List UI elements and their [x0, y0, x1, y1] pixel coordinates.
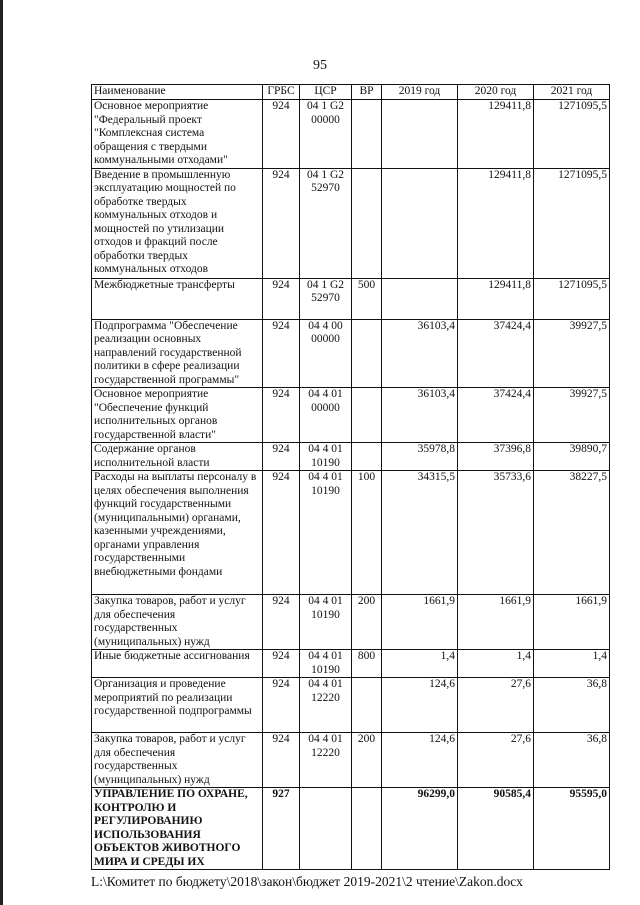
header-vr: ВР: [352, 85, 382, 100]
row-vr: 800: [352, 650, 382, 678]
table-row: [92, 650, 610, 678]
row-2020: 27,6: [458, 733, 534, 788]
row-vr: [352, 443, 382, 471]
row-2020: 37424,4: [458, 388, 534, 443]
table-row: [92, 471, 610, 595]
row-2020: 1,4: [458, 650, 534, 678]
row-2020: 27,6: [458, 678, 534, 733]
row-2019: 36103,4: [382, 388, 458, 443]
row-name: Иные бюджетные ассигнования: [92, 650, 263, 678]
row-2021: 1661,9: [534, 595, 610, 650]
row-2019: 34315,5: [382, 471, 458, 595]
row-grbs: 924: [263, 100, 300, 169]
row-csr: 04 4 01 12220: [300, 678, 352, 733]
row-grbs: 924: [263, 443, 300, 471]
row-2021: 95595,0: [534, 788, 610, 870]
row-2021: 39927,5: [534, 388, 610, 443]
row-grbs: 927: [263, 788, 300, 870]
row-name: Закупка товаров, работ и услуг для обеспечения государственных (муниципальных) нужд: [92, 733, 263, 788]
row-grbs: 924: [263, 471, 300, 595]
row-csr: 04 4 01 12220: [300, 733, 352, 788]
row-name: УПРАВЛЕНИЕ ПО ОХРАНЕ, КОНТРОЛЮ И РЕГУЛИРОВАНИЮ ИСПОЛЬЗОВАНИЯ ОБЪЕКТОВ ЖИВОТНОГО МИРА И СРЕДЫ ИХ: [92, 788, 263, 870]
row-2021: 1271095,5: [534, 100, 610, 169]
header-grbs: ГРБС: [263, 85, 300, 100]
table-row: [92, 678, 610, 733]
row-vr: [352, 788, 382, 870]
row-2019: 36103,4: [382, 319, 458, 388]
header-2019: 2019 год: [382, 85, 458, 100]
row-name: Введение в промышленную эксплуатацию мощностей по обработке твердых коммунальных отходов и мощностей по утилизации отходов и фракций после обработки твердых коммунальных отходов: [92, 168, 263, 278]
row-2021: 36,8: [534, 733, 610, 788]
row-2021: 39927,5: [534, 319, 610, 388]
table-row: [92, 388, 610, 443]
row-2020: 1661,9: [458, 595, 534, 650]
table-row: [92, 168, 610, 278]
row-2019: [382, 168, 458, 278]
row-csr: 04 4 01 10190: [300, 471, 352, 595]
scan-edge: [0, 0, 3, 905]
row-csr: 04 1 G2 52970: [300, 278, 352, 319]
row-vr: [352, 100, 382, 169]
row-2020: 129411,8: [458, 168, 534, 278]
row-2021: 39890,7: [534, 443, 610, 471]
row-csr: [300, 788, 352, 870]
row-name: Закупка товаров, работ и услуг для обеспечения государственных (муниципальных) нужд: [92, 595, 263, 650]
row-name: Расходы на выплаты персоналу в целях обеспечения выполнения функций государственными (муниципальными) органами, казенными учреждениями, органами управления государственными внебюджетными фондами: [92, 471, 263, 595]
table-row: [92, 595, 610, 650]
table-header-row: [92, 85, 610, 100]
row-csr: 04 4 01 10190: [300, 443, 352, 471]
table-row: [92, 443, 610, 471]
header-name: Наименование: [92, 85, 263, 100]
row-grbs: 924: [263, 388, 300, 443]
row-name: Организация и проведение мероприятий по реализации государственной подпрограммы: [92, 678, 263, 733]
row-name: Подпрограмма "Обеспечение реализации основных направлений государственной политики в сфере реализации государственной программы": [92, 319, 263, 388]
row-2020: 35733,6: [458, 471, 534, 595]
row-csr: 04 1 G2 00000: [300, 100, 352, 169]
row-name: Содержание органов исполнительной власти: [92, 443, 263, 471]
row-2019: [382, 100, 458, 169]
table-row: [92, 733, 610, 788]
row-2020: 37396,8: [458, 443, 534, 471]
row-2021: 1271095,5: [534, 278, 610, 319]
row-vr: 200: [352, 733, 382, 788]
row-csr: 04 4 01 00000: [300, 388, 352, 443]
row-grbs: 924: [263, 278, 300, 319]
row-2019: 1661,9: [382, 595, 458, 650]
row-vr: [352, 678, 382, 733]
table-row: [92, 319, 610, 388]
row-csr: 04 1 G2 52970: [300, 168, 352, 278]
page-number: 95: [313, 58, 327, 73]
table-row: [92, 278, 610, 319]
row-2021: 38227,5: [534, 471, 610, 595]
row-vr: 100: [352, 471, 382, 595]
row-2020: 129411,8: [458, 100, 534, 169]
row-csr: 04 4 01 10190: [300, 650, 352, 678]
row-grbs: 924: [263, 319, 300, 388]
row-2020: 90585,4: [458, 788, 534, 870]
table-row-department: [92, 788, 610, 870]
row-vr: [352, 319, 382, 388]
row-2019: 1,4: [382, 650, 458, 678]
row-grbs: 924: [263, 678, 300, 733]
header-csr: ЦСР: [300, 85, 352, 100]
row-vr: [352, 168, 382, 278]
row-name: Межбюджетные трансферты: [92, 278, 263, 319]
row-csr: 04 4 01 10190: [300, 595, 352, 650]
table-row: [92, 100, 610, 169]
row-2021: 1,4: [534, 650, 610, 678]
header-2021: 2021 год: [534, 85, 610, 100]
row-csr: 04 4 00 00000: [300, 319, 352, 388]
row-2021: 1271095,5: [534, 168, 610, 278]
file-path-footer: L:\Комитет по бюджету\2018\закон\бюджет 2019-2021\2 чтение\Zakon.docx: [91, 874, 523, 889]
row-vr: [352, 388, 382, 443]
row-2020: 37424,4: [458, 319, 534, 388]
row-grbs: 924: [263, 733, 300, 788]
header-2020: 2020 год: [458, 85, 534, 100]
row-grbs: 924: [263, 650, 300, 678]
row-2019: 96299,0: [382, 788, 458, 870]
row-2019: 124,6: [382, 678, 458, 733]
row-2021: 36,8: [534, 678, 610, 733]
row-name: Основное мероприятие "Федеральный проект "Комплексная система обращения с твердыми коммунальными отходами": [92, 100, 263, 169]
row-vr: 200: [352, 595, 382, 650]
budget-table: [91, 84, 610, 870]
row-2020: 129411,8: [458, 278, 534, 319]
row-name: Основное мероприятие "Обеспечение функций исполнительных органов государственной власти": [92, 388, 263, 443]
row-vr: 500: [352, 278, 382, 319]
row-2019: 124,6: [382, 733, 458, 788]
row-2019: 35978,8: [382, 443, 458, 471]
row-grbs: 924: [263, 595, 300, 650]
row-grbs: 924: [263, 168, 300, 278]
row-2019: [382, 278, 458, 319]
